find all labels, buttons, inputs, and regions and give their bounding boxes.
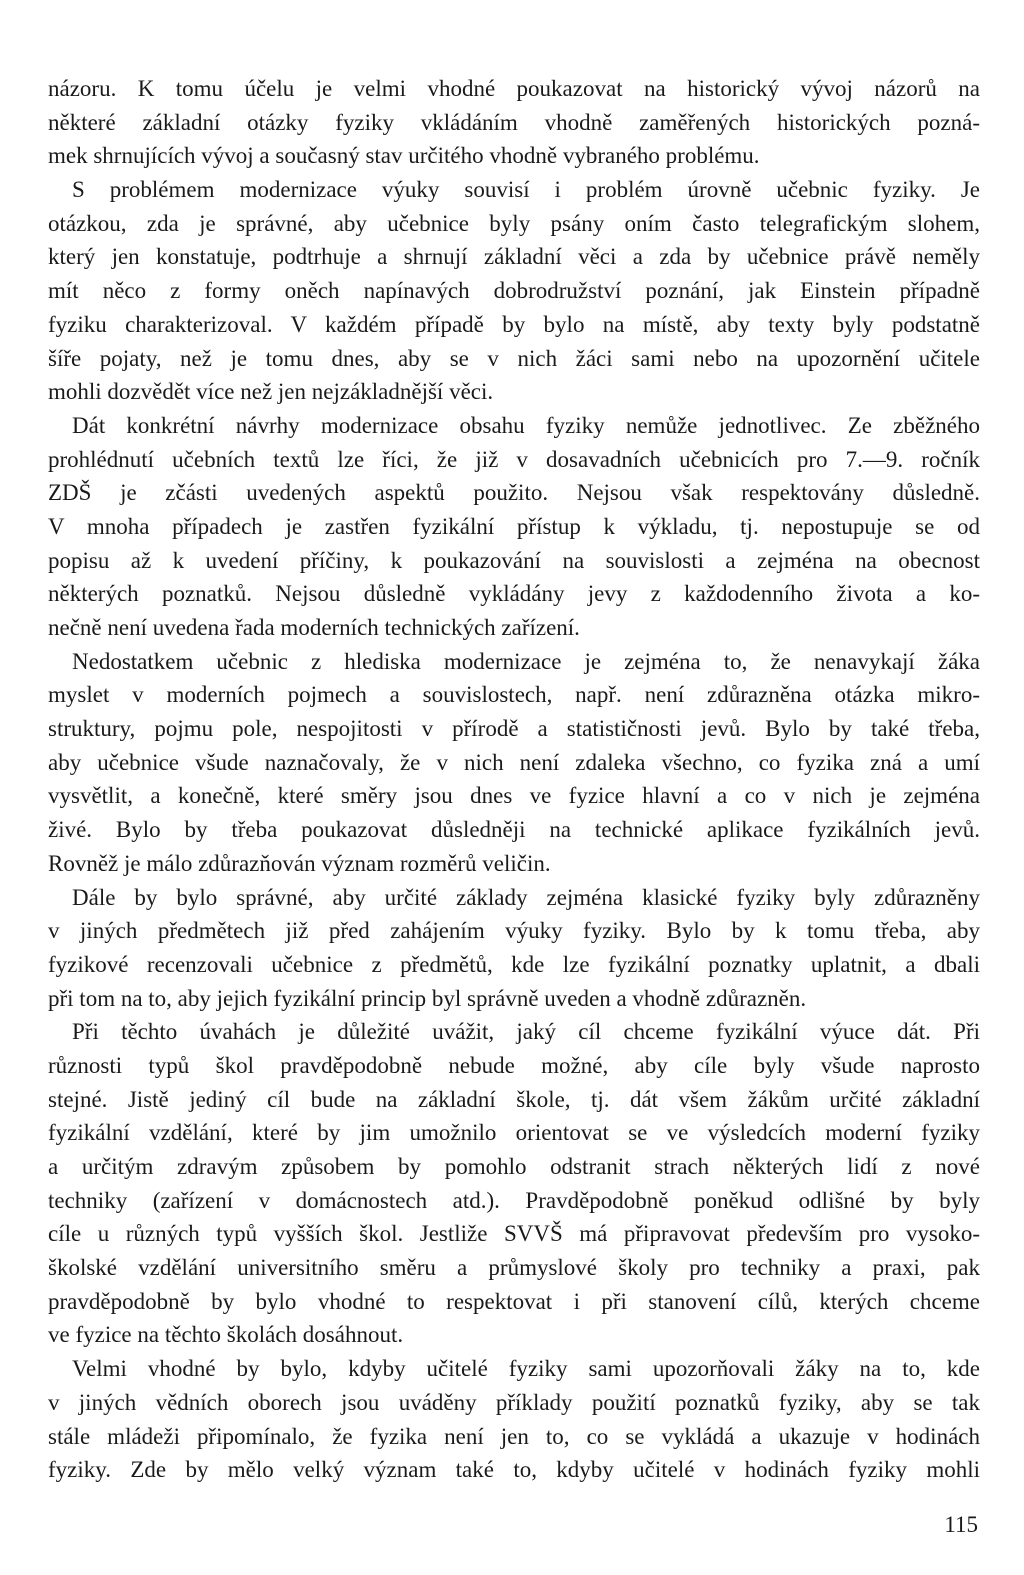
text-line: V mnoha případech je zastřen fyzikální přístup k výkladu, tj. nepostupuje se od [48, 513, 980, 539]
text-line: nečně není uvedena řada moderních technických zařízení. [48, 615, 580, 640]
text-line: fyziku charakterizoval. V každém případě by bylo na místě, aby texty byly podstatně [48, 311, 980, 337]
text-line: popisu až k uvedení příčiny, k poukazování na souvislosti a zejména na obecnost [48, 547, 980, 573]
text-line: stále mládeži připomínalo, že fyzika není jen to, co se vykládá a ukazuje v hodinách [48, 1423, 980, 1449]
text-line: stejné. Jistě jediný cíl bude na základní škole, tj. dát všem žákům určité základní [48, 1086, 980, 1112]
text-line: Dát konkrétní návrhy modernizace obsahu fyziky nemůže jednotlivec. Ze zběžného [72, 412, 980, 438]
text-line: techniky (zařízení v domácnostech atd.). Pravděpodobně poněkud odlišné by byly [48, 1187, 980, 1213]
text-line: který jen konstatuje, podtrhuje a shrnují základní věci a zda by učebnice právě neměly [48, 244, 980, 270]
paragraph [48, 173, 980, 409]
text-line: některých poznatků. Nejsou důsledně vykládány jevy z každodenního života a ko- [48, 581, 980, 607]
text-line: prohlédnutí učebních textů lze říci, že již v dosavadních učebnicích pro 7.—9. ročník [48, 446, 980, 472]
text-line: struktury, pojmu pole, nespojitosti v přírodě a statističnosti jevů. Bylo by také třeba, [48, 716, 980, 742]
text-line: vysvětlit, a konečně, které směry jsou dnes ve fyzice hlavní a co v nich je zejména [48, 783, 980, 809]
text-line: Nedostatkem učebnic z hlediska modernizace je zejména to, že nenavykají žáka [72, 648, 980, 674]
text-line: některé základní otázky fyziky vkládáním vhodně zaměřených historických pozná- [48, 109, 980, 135]
text-line: mohli dozvědět více než jen nejzákladnější věci. [48, 379, 494, 405]
text-line: otázkou, zda je správné, aby učebnice byly psány oním často telegrafickým slohem, [48, 210, 980, 236]
text-line: cíle u různých typů vyšších škol. Jestliže SVVŠ má připravovat především pro vysoko- [48, 1221, 980, 1247]
text-line: v jiných předmětech již před zahájením výuky fyziky. Bylo by k tomu třeba, aby [48, 918, 980, 944]
paragraph [48, 645, 980, 881]
page-body [48, 72, 980, 1487]
text-line: fyzikové recenzovali učebnice z předmětů, kde lze fyzikální poznatky uplatnit, a dbali [48, 951, 980, 977]
text-line: při tom na to, aby jejich fyzikální princip byl správně uveden a vhodně zdůrazněn. [48, 985, 807, 1011]
paragraph [48, 1015, 980, 1352]
text-line: ve fyzice na těchto školách dosáhnout. [48, 1322, 404, 1348]
text-line: myslet v moderních pojmech a souvislostech, např. není zdůrazněna otázka mikro- [48, 682, 980, 708]
text-line: aby učebnice všude naznačovaly, že v nich není zdaleka všechno, co fyzika zná a umí [48, 749, 980, 775]
text-line: živé. Bylo by třeba poukazovat důsledněji na technické aplikace fyzikálních jevů. [48, 817, 980, 843]
text-line: Dále by bylo správné, aby určité základy zejména klasické fyziky byly zdůrazněny [72, 884, 980, 910]
text-line: šíře pojaty, než je tomu dnes, aby se v nich žáci sami nebo na upozornění učitele [48, 345, 980, 371]
text-line: mek shrnujících vývoj a současný stav určitého vhodně vybraného problému. [48, 143, 760, 169]
text-line: Rovněž je málo zdůrazňován význam rozměrů veličin. [48, 850, 551, 876]
text-line: fyziky. Zde by mělo velký význam také to, kdyby učitelé v hodinách fyziky mohli [48, 1457, 980, 1483]
text-line: pravděpodobně by bylo vhodné to respektovat i při stanovení cílů, kterých chceme [48, 1288, 980, 1314]
text-line: názoru. K tomu účelu je velmi vhodné poukazovat na historický vývoj názorů na [48, 76, 980, 101]
text-line: a určitým zdravým způsobem by pomohlo odstranit strach některých lidí z nové [48, 1154, 980, 1179]
text-line: fyzikální vzdělání, které by jim umožnilo orientovat se ve výsledcích moderní fyziky [48, 1120, 980, 1146]
paragraph [48, 72, 980, 173]
paragraph [48, 1352, 980, 1487]
text-line: ZDŠ je zčásti uvedených aspektů použito. Nejsou však respektovány důsledně. [48, 480, 980, 506]
text-line: různosti typů škol pravděpodobně nebude možné, aby cíle byly všude naprosto [48, 1052, 980, 1078]
text-line: v jiných vědních oborech jsou uváděny příklady použití poznatků fyziky, aby se tak [48, 1389, 980, 1415]
paragraph [48, 881, 980, 1016]
text-line: školské vzdělání universitního směru a průmyslové školy pro techniky a praxi, pak [48, 1255, 980, 1281]
text-line: mít něco z formy oněch napínavých dobrodružství poznání, jak Einstein případně [48, 278, 980, 304]
text-line: Při těchto úvahách je důležité uvážit, jaký cíl chceme fyzikální výuce dát. Při [72, 1019, 980, 1045]
text-line: Velmi vhodné by bylo, kdyby učitelé fyziky sami upozorňovali žáky na to, kde [72, 1356, 980, 1382]
paragraph [48, 409, 980, 645]
text-line: S problémem modernizace výuky souvisí i problém úrovně učebnic fyziky. Je [72, 177, 980, 203]
page-number: 115 [944, 1512, 978, 1537]
